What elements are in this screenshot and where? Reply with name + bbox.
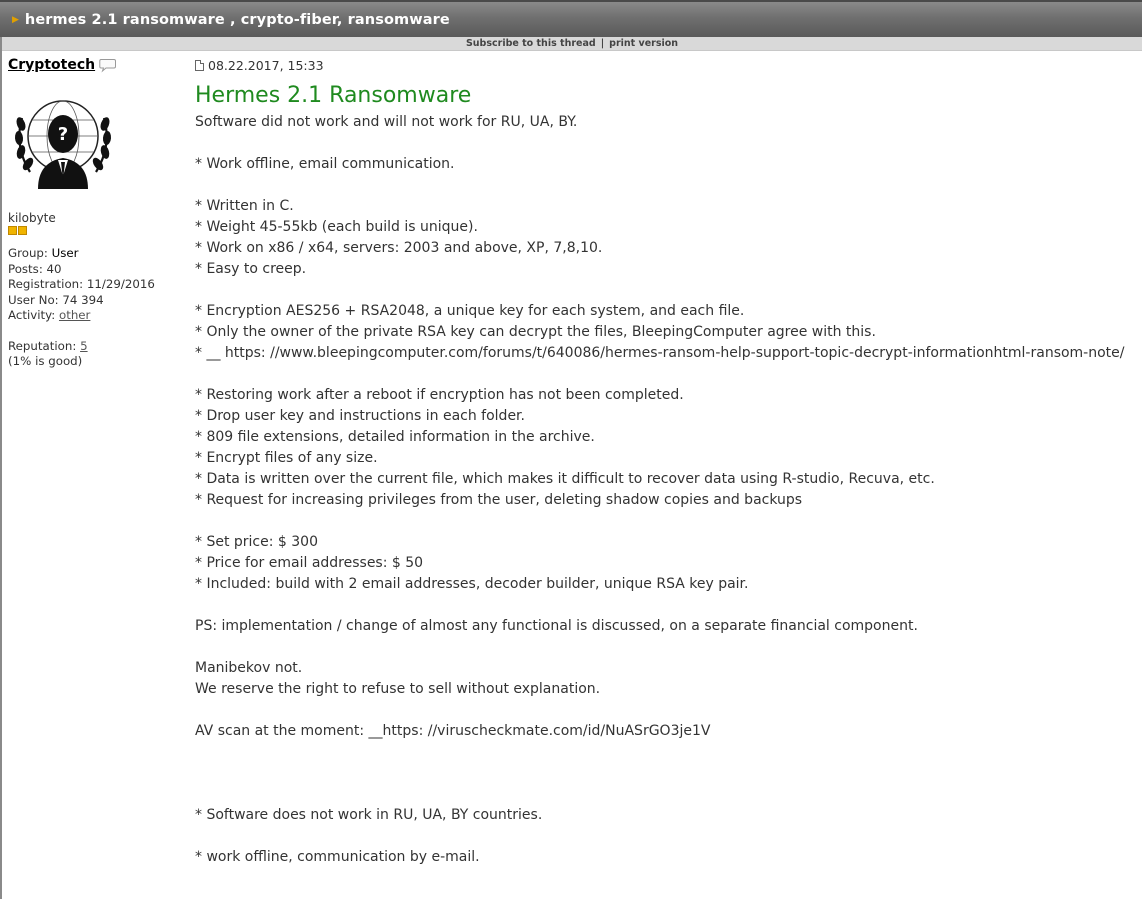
activity-label: Activity:	[8, 308, 56, 322]
rank-star-icon	[8, 226, 17, 235]
post-blank-line	[195, 175, 1135, 196]
post-blank-line	[195, 364, 1135, 385]
post-line: Manibekov not.	[195, 660, 303, 676]
reputation-note: (1% is good)	[8, 354, 83, 368]
post-line: * Included: build with 2 email addresses, decoder builder, unique RSA key pair.	[195, 576, 749, 592]
post-line: * Software does not work in RU, UA, BY countries.	[195, 807, 543, 823]
author-posts: Posts: 40	[8, 261, 62, 276]
author-line	[8, 56, 183, 74]
print-version-link[interactable]: print version	[609, 38, 679, 49]
post	[195, 58, 1135, 868]
post-line: * Only the owner of the private RSA key can decrypt the files, BleepingComputer agree with this.	[195, 324, 876, 340]
post-blank-line	[195, 784, 1135, 805]
post-line: * Restoring work after a reboot if encryption has not been completed.	[195, 387, 684, 403]
post-line: * Encryption AES256 + RSA2048, a unique key for each system, and each file.	[195, 303, 745, 319]
author-reputation	[8, 339, 183, 370]
thread-title: hermes 2.1 ransomware , crypto-fiber, ransomware	[24, 11, 450, 28]
post-blank-line	[195, 511, 1135, 532]
author-panel	[8, 56, 183, 370]
speech-bubble-icon[interactable]	[99, 58, 117, 72]
post-line: Software did not work and will not work for RU, UA, BY.	[195, 114, 578, 130]
post-blank-line	[195, 595, 1135, 616]
activity-link[interactable]: other	[58, 308, 91, 322]
post-line: * Set price: $ 300	[195, 534, 318, 550]
post-line: * Request for increasing privileges from the user, deleting shadow copies and backups	[195, 492, 803, 508]
post-line: * Drop user key and instructions in each folder.	[195, 408, 525, 424]
avatar	[8, 84, 118, 194]
reputation-label: Reputation:	[8, 338, 77, 353]
subscribe-link[interactable]: Subscribe to this thread	[465, 38, 596, 49]
post-date: 08.22.2017, 15:33	[208, 57, 324, 73]
post-blank-line	[195, 742, 1135, 763]
toolbar-separator: |	[600, 38, 605, 49]
author-group	[8, 246, 183, 262]
group-label: Group:	[8, 246, 48, 260]
post-body	[195, 112, 1135, 868]
post-blank-line	[195, 133, 1135, 154]
post-line: * __ https: //www.bleepingcomputer.com/forums/t/640086/hermes-ransom-help-support-topic-decrypt-informationhtml-ransom-note/	[195, 345, 1125, 361]
post-line: * 809 file extensions, detailed information in the archive.	[195, 429, 595, 445]
author-activity	[8, 308, 183, 324]
document-icon[interactable]	[195, 60, 204, 71]
post-line: * work offline, communication by e-mail.	[195, 849, 480, 865]
reputation-link[interactable]: 5	[80, 338, 88, 353]
thread-title-bar	[0, 0, 1142, 37]
post-title: Hermes 2.1 Ransomware	[195, 83, 472, 108]
post-line: * Data is written over the current file, which makes it difficult to recover data using R-studio, Recuva, etc.	[195, 471, 935, 487]
post-line: * Written in C.	[195, 198, 294, 214]
post-line: AV scan at the moment: __https: //viruscheckmate.com/id/NuASrGO3je1V	[195, 723, 711, 739]
post-line: * Easy to creep.	[195, 261, 307, 277]
post-line: * Weight 45-55kb (each build is unique).	[195, 219, 478, 235]
author-rank: kilobyte	[8, 211, 56, 225]
post-line: PS: implementation / change of almost any functional is discussed, on a separate financial component.	[195, 618, 918, 634]
author-name-link[interactable]: Cryptotech	[8, 57, 96, 73]
svg-text:?: ?	[57, 124, 69, 145]
post-blank-line	[195, 700, 1135, 721]
post-line: We reserve the right to refuse to sell without explanation.	[195, 681, 601, 697]
author-info	[8, 246, 183, 324]
post-line: * Encrypt files of any size.	[195, 450, 378, 466]
group-value: User	[51, 246, 79, 260]
arrow-right-icon: ▶	[12, 15, 19, 25]
post-blank-line	[195, 763, 1135, 784]
post-line: * Work on x86 / x64, servers: 2003 and above, XP, 7,8,10.	[195, 240, 603, 256]
post-blank-line	[195, 826, 1135, 847]
author-registration: Registration: 11/29/2016	[8, 277, 155, 291]
post-line: * Price for email addresses: $ 50	[195, 555, 424, 571]
author-user-no: User No: 74 394	[8, 292, 104, 307]
post-blank-line	[195, 280, 1135, 301]
rank-stars	[8, 226, 183, 235]
left-border	[0, 37, 2, 899]
thread-toolbar	[2, 37, 1142, 51]
post-date-line	[195, 58, 1135, 72]
post-blank-line	[195, 637, 1135, 658]
post-line: * Work offline, email communication.	[195, 156, 455, 172]
rank-star-icon	[18, 226, 27, 235]
